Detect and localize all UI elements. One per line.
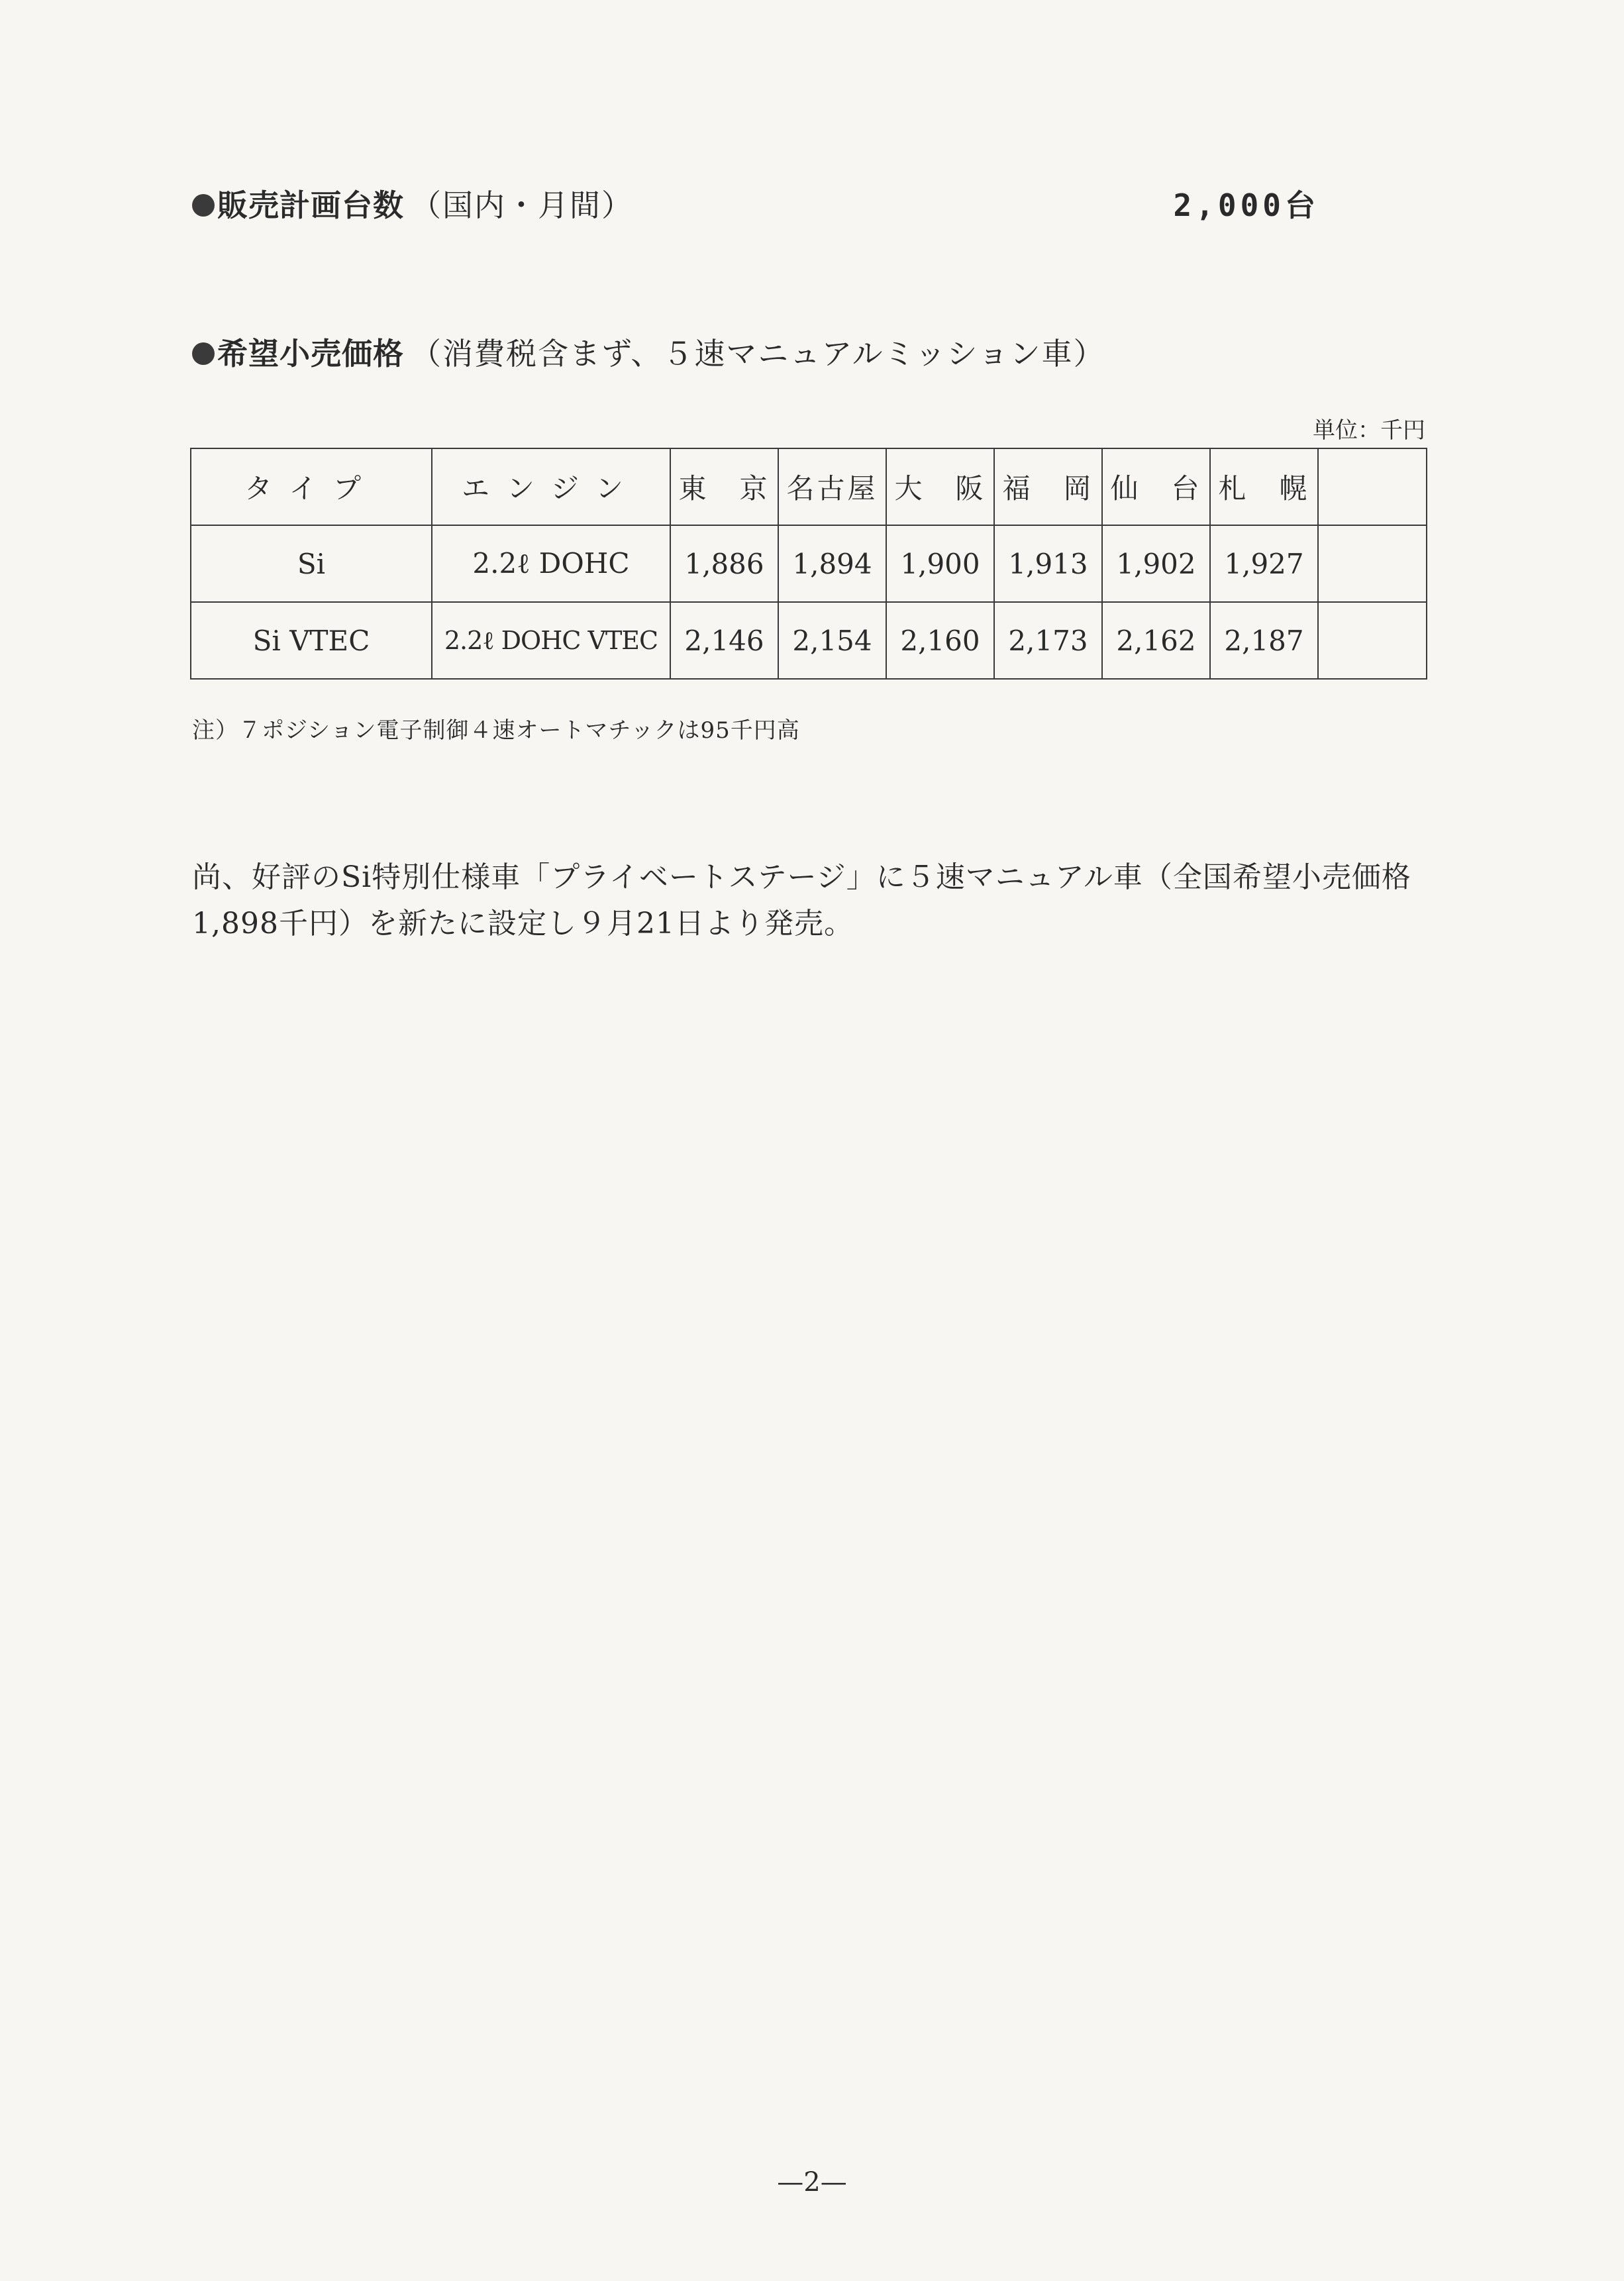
- price-cell: 1,902: [1102, 525, 1210, 602]
- price-cell: 1,927: [1210, 525, 1318, 602]
- row-engine: 2.2ℓ DOHC VTEC: [432, 602, 670, 679]
- table-row: [191, 525, 1427, 602]
- price-cell: 1,900: [886, 525, 994, 602]
- price-cell: 1,886: [670, 525, 778, 602]
- retail-price-title: 希望小売価格: [217, 336, 404, 372]
- price-cell: 2,187: [1210, 602, 1318, 679]
- sales-plan-qualifier: （国内・月間）: [411, 187, 633, 223]
- header-city-nagoya: 名古屋: [778, 448, 886, 525]
- header-city-tokyo: 東 京: [670, 448, 778, 525]
- header-empty-cell: [1318, 448, 1427, 525]
- price-cell: 1,913: [994, 525, 1102, 602]
- table-row: [191, 602, 1427, 679]
- empty-cell: [1318, 525, 1427, 602]
- header-city-fukuoka: 福 岡: [994, 448, 1102, 525]
- price-cell: 2,146: [670, 602, 778, 679]
- header-city-sendai: 仙 台: [1102, 448, 1210, 525]
- header-type: タイプ: [191, 448, 432, 525]
- retail-price-heading: [192, 334, 1318, 374]
- announcement-paragraph: [192, 854, 1450, 947]
- bullet-icon: [192, 194, 215, 217]
- header-engine: エンジン: [432, 448, 670, 525]
- price-cell: 2,173: [994, 602, 1102, 679]
- row-type: Si: [191, 525, 432, 602]
- price-cell: 2,162: [1102, 602, 1210, 679]
- sales-plan-heading: [192, 185, 1318, 225]
- paragraph-line: 尚、好評のSi特別仕様車「プライベートステージ」に５速マニュアル車（全国希望小売価格: [192, 860, 1411, 894]
- price-cell: 2,154: [778, 602, 886, 679]
- empty-cell: [1318, 602, 1427, 679]
- table-note: 注）７ポジション電子制御４速オートマチックは95千円高: [192, 717, 800, 744]
- page-number: —2—: [777, 2167, 847, 2198]
- row-type: Si VTEC: [191, 602, 432, 679]
- retail-price-qualifier: （消費税含まず、５速マニュアルミッション車）: [411, 336, 1105, 372]
- sales-plan-title: 販売計画台数: [217, 187, 404, 223]
- sales-plan-quantity: 2,000台: [1173, 187, 1319, 223]
- table-header-row: [191, 448, 1427, 525]
- header-city-osaka: 大 阪: [886, 448, 994, 525]
- header-city-sapporo: 札 幌: [1210, 448, 1318, 525]
- price-cell: 1,894: [778, 525, 886, 602]
- bullet-icon: [192, 342, 215, 365]
- unit-label: 単位：千円: [1313, 417, 1425, 444]
- price-cell: 2,160: [886, 602, 994, 679]
- row-engine: 2.2ℓ DOHC: [432, 525, 670, 602]
- paragraph-line: 1,898千円）を新たに設定し９月21日より発売。: [192, 907, 854, 940]
- price-table: [190, 448, 1427, 680]
